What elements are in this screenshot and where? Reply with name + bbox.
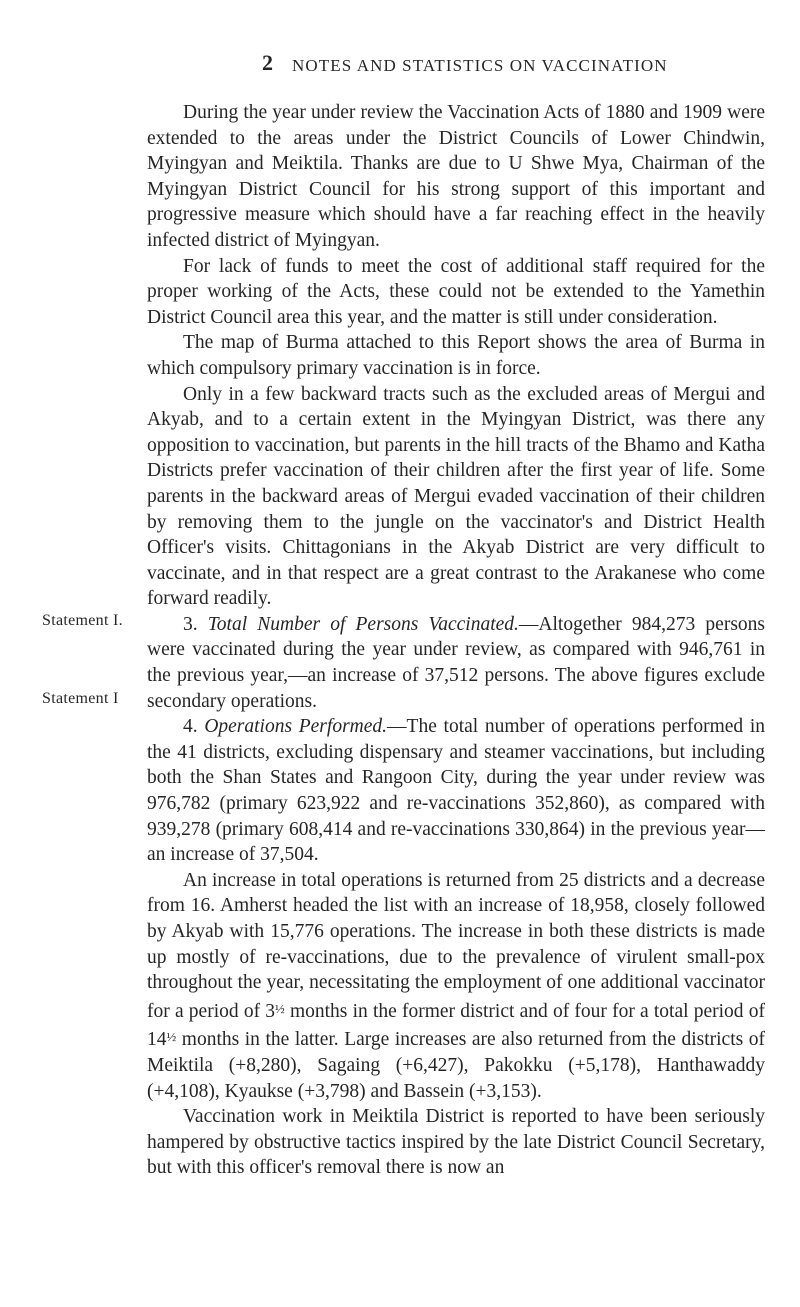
text-run: months in the former district and of four for a total period of 14: [147, 1000, 766, 1051]
fraction: ½: [166, 1029, 177, 1045]
section-body: —The total number of operations performed in the 41 districts, excluding dispensary and steamer vaccinations, but including both the Shan States and Rangoon City, during the year under review was 976,782 (primary 623,922 and re-vaccinations 352,860), as compared with 939,278 (primary 608,414 and re-vaccinations 330,864) in the previous year—an increase of 37,504.: [147, 716, 766, 866]
running-head: NOTES AND STATISTICS ON VACCINATION: [292, 56, 668, 75]
text-run: An increase in total operations is returned from 25 districts and a decrease from 16. Amherst headed the list with an increase of 18,958, closely followed by Akyab with 15,776 operations. The increase in both these districts is made up mostly of re-vaccinations, due to the prevalence of virulent small-pox throughout the year, necessitating the employment of one additional vaccinator for a period of 3: [147, 869, 765, 1022]
margin-note-statement-1: Statement I.: [42, 612, 123, 629]
body-text: [147, 100, 765, 1181]
section-heading: Operations Performed.: [204, 716, 388, 738]
section-number: 3.: [183, 613, 198, 635]
paragraph-persons-vaccinated: [147, 612, 765, 714]
text-run: months in the latter. Large increases are also returned from the districts of Meiktila (+8,280), Sagaing (+6,427), Pakokku (+5,178), Hanthawaddy (+4,108), Kyaukse (+3,798) and Bassein (+3,153).: [147, 1029, 765, 1102]
paragraph-increase-districts: [147, 868, 765, 1104]
fraction: ½: [275, 1000, 285, 1016]
section-body: —Altogether 984,273 persons were vaccinated during the year under review, as compared with 946,761 in the previous year,—an increase of 37,512 persons. The above figures exclude secondary operations.: [147, 613, 765, 712]
paragraph-operations-performed: [147, 714, 765, 868]
section-number: 4.: [183, 716, 198, 738]
paragraph-opposition: Only in a few backward tracts such as the excluded areas of Mergui and Akyab, and to a certain extent in the Myingyan District, was there any opposition to vaccination, but parents in the hill tracts of the Bhamo and Katha Districts prefer vaccination of their children after the first year of life. Some parents in the backward areas of Mergui evaded vaccination of their children by removing them to the jungle on the vaccinator's and District Health Officer's visits. Chittagonians in the Akyab District are very difficult to vaccinate, and in that respect are a great contrast to the Arakanese who come forward readily.: [147, 383, 765, 610]
paragraph-lack-of-funds: For lack of funds to meet the cost of additional staff required for the proper working of the Acts, these could not be extended to the Yamethin District Council area this year, and the matter is still under consideration.: [147, 255, 765, 328]
paragraph-map: The map of Burma attached to this Report shows the area of Burma in which compulsory primary vaccination is in force.: [147, 332, 765, 379]
margin-note-statement-2: Statement I: [42, 690, 119, 707]
section-heading: Total Number of Persons Vaccinated.: [207, 613, 519, 635]
paragraph-meiktila: Vaccination work in Meiktila District is reported to have been seriously hampered by obstructive tactics inspired by the late District Council Secretary, but with this officer's removal there is now an: [147, 1106, 765, 1179]
paragraph-acts-extended: During the year under review the Vaccination Acts of 1880 and 1909 were extended to the areas under the District Councils of Lower Chindwin, Myingyan and Meiktila. Thanks are due to U Shwe Mya, Chairman of the Myingyan District Council for his strong support of this important and progressive measure which should have a far reaching effect in the heavily infected district of Myingyan.: [147, 102, 765, 251]
page-number: 2: [262, 50, 274, 75]
